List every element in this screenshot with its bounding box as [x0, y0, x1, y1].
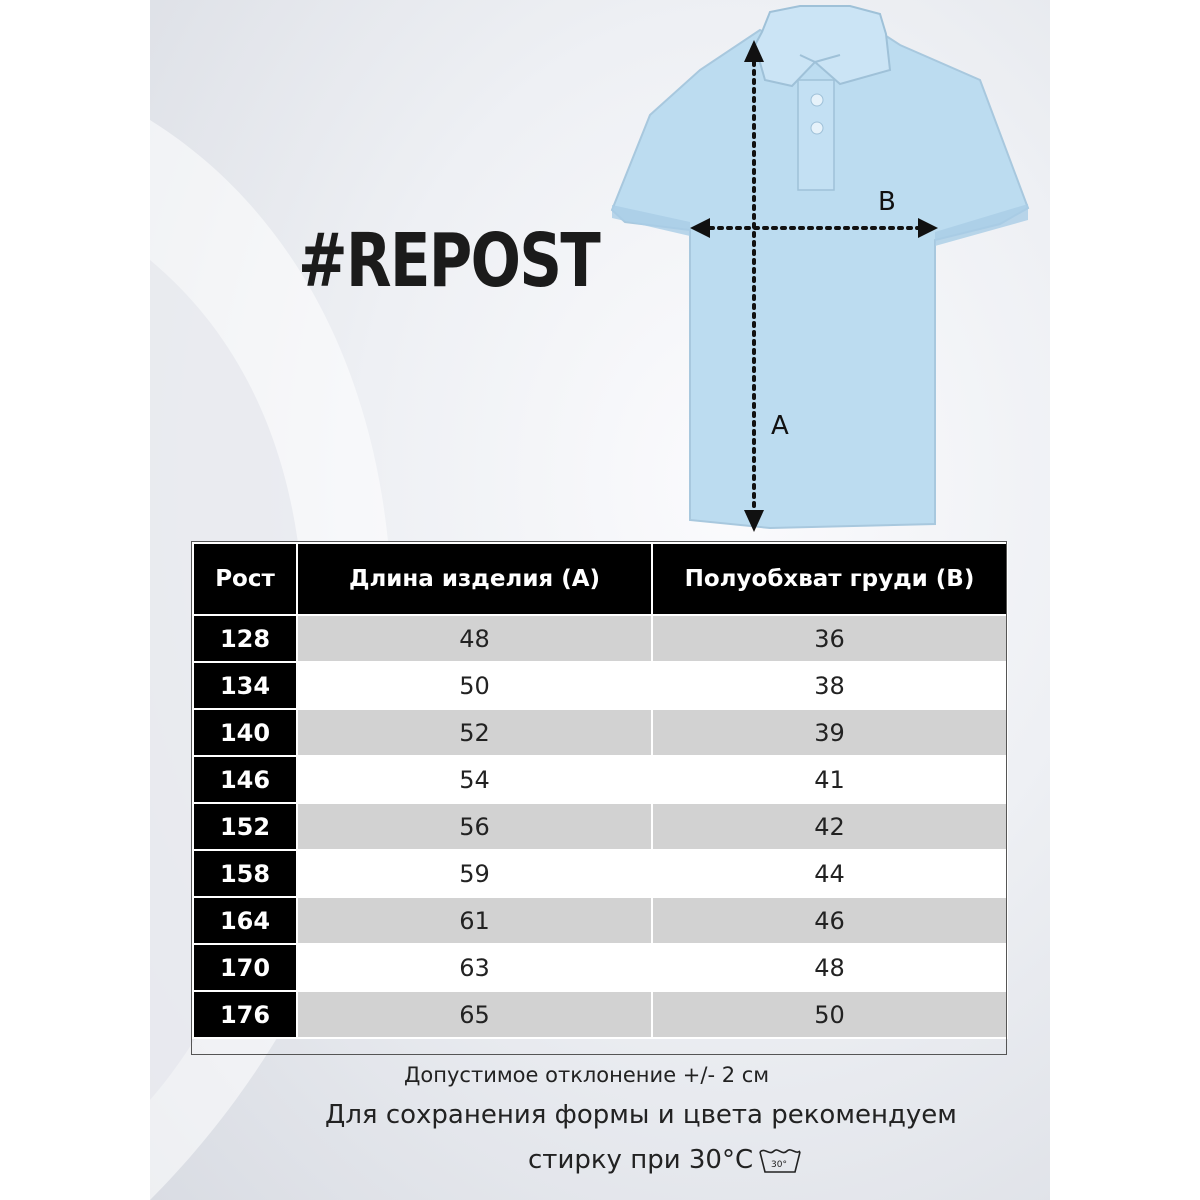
size-table [192, 542, 1008, 1039]
length-cell: 59 [297, 850, 652, 897]
length-cell: 50 [297, 662, 652, 709]
header-chest: Полуобхват груди (В) [652, 543, 1007, 615]
wash-30-icon [757, 1144, 803, 1176]
table-row [193, 944, 1007, 991]
table-row [193, 803, 1007, 850]
polo-shirt-diagram [600, 0, 1050, 545]
chest-cell: 46 [652, 897, 1007, 944]
table-row [193, 615, 1007, 662]
height-cell: 128 [193, 615, 297, 662]
chest-cell: 38 [652, 662, 1007, 709]
chest-cell: 39 [652, 709, 1007, 756]
height-cell: 158 [193, 850, 297, 897]
brand-logo: #REPOST [298, 218, 600, 304]
height-cell: 146 [193, 756, 297, 803]
chest-cell: 36 [652, 615, 1007, 662]
length-cell: 48 [297, 615, 652, 662]
length-cell: 52 [297, 709, 652, 756]
header-length: Длина изделия (А) [297, 543, 652, 615]
height-cell: 152 [193, 803, 297, 850]
label-b: B [878, 187, 896, 217]
table-row [193, 756, 1007, 803]
wash-temp-label: 30° [771, 1160, 787, 1170]
tolerance-note: Допустимое отклонение +/- 2 см [404, 1063, 770, 1087]
header-height: Рост [193, 543, 297, 615]
table-row [193, 709, 1007, 756]
height-cell: 164 [193, 897, 297, 944]
care-note-line-1: Для сохранения формы и цвета рекомендуем [325, 1100, 957, 1130]
chest-cell: 42 [652, 803, 1007, 850]
table-row [193, 991, 1007, 1038]
length-cell: 61 [297, 897, 652, 944]
length-cell: 63 [297, 944, 652, 991]
chest-cell: 48 [652, 944, 1007, 991]
chest-cell: 50 [652, 991, 1007, 1038]
height-cell: 170 [193, 944, 297, 991]
length-cell: 65 [297, 991, 652, 1038]
chest-cell: 44 [652, 850, 1007, 897]
chest-cell: 41 [652, 756, 1007, 803]
height-cell: 176 [193, 991, 297, 1038]
height-cell: 140 [193, 709, 297, 756]
care-note-line-2: стирку при 30°С [528, 1145, 754, 1175]
height-cell: 134 [193, 662, 297, 709]
table-row [193, 662, 1007, 709]
length-cell: 56 [297, 803, 652, 850]
label-a: A [771, 411, 789, 441]
length-cell: 54 [297, 756, 652, 803]
table-header-row [193, 543, 1007, 615]
table-row [193, 897, 1007, 944]
table-row [193, 850, 1007, 897]
